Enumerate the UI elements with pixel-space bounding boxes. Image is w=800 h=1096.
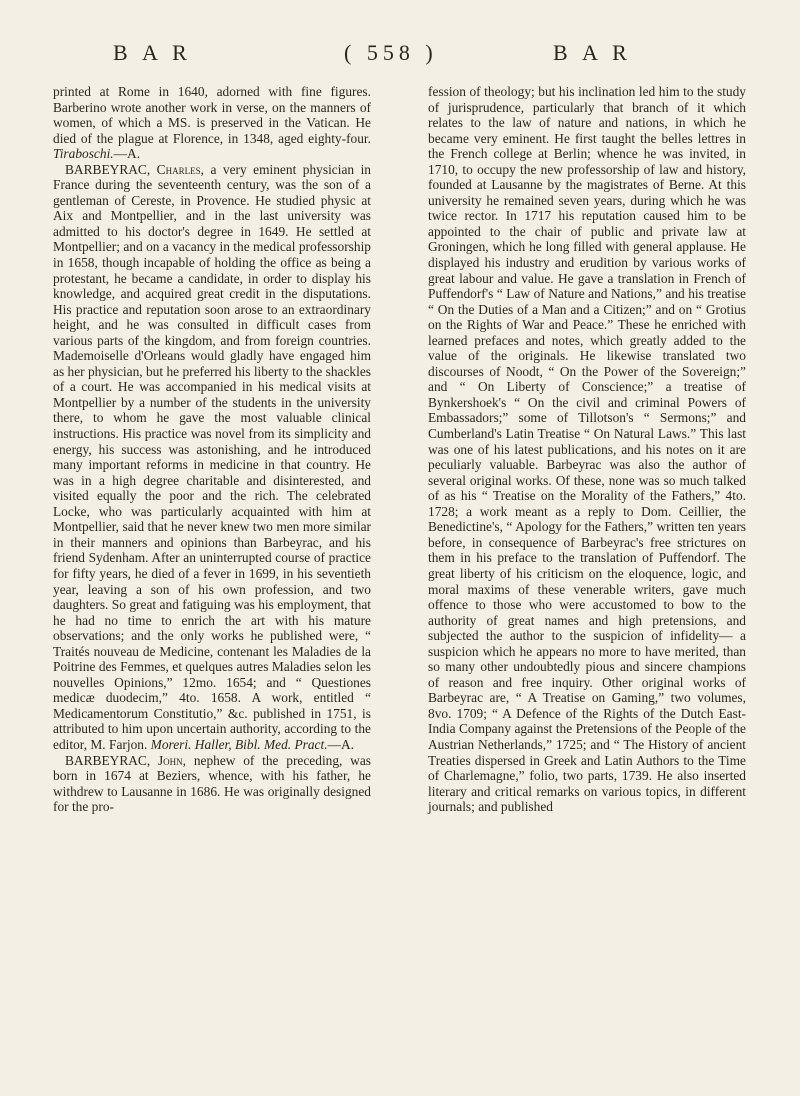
- barberino-text: printed at Rome in 1640, adorned with fine figures. Barberino wrote another work in verse, on the manners of women, of which a MS. is preserved in the Vatican. He died of the plague at Florence, in 1348, aged eighty-four.: [53, 84, 371, 146]
- entry-body-john-continued: fession of theology; but his inclination led him to the study of jurisprudence, particularly that branch of it which relates to the law of nature and nations, in which he became very eminent. He first taught the belles lettres in the French college at Berlin; whence he was invited, in 1710, to occupy the new professorship of law and history, founded at Lausanne by the magistrates of Berne. At this university he remained seven years, during which he was twice rector. In 1717 his reputation caused him to be appointed to the chair of public and private law at Groningen, which he long filled with general applause. He displayed his industry and erudition by various works of great labour and value. He gave a translation in French of Puffendorf's “ Law of Nature and Nations,” and his treatise “ On the Duties of a Man and a Citizen;” and on “ Grotius on the Rights of War and Peace.” These he enriched with learned prefaces and notes, which greatly added to the value of the originals. He likewise translated two discourses of Noodt, “ On the Power of the Sovereign;” and “ On Liberty of Conscience;” a treatise of Bynkershoek's “ On the civil and criminal Powers of Embassadors;” some of Tillotson's “ Sermons;” and Cumberland's Latin Treatise “ On Natural Laws.” This last was one of his latest publications, and his notes on it are peculiarly valuable. Barbeyrac was also the author of several original works. Of these, none was so much talked of as his “ Treatise on the Morality of the Fathers,” 4to. 1728; a work meant as a reply to Dom. Ceillier, the Benedictine's, “ Apology for the Fathers,” written ten years before, in consequence of Barbeyrac's free strictures on them in his preface to the translation of Puffendorf. The great liberty of his criticism on the eloquence, logic, and moral maxims of these venerable writers, gave much offence to those who were accustomed to bow to the authority of great names and high pretensions, and subjected the author to the suspicion of infidelity— a suspicion which he appears no more to have merited, than so many other undoubtedly pious and sincere champions of reason and free inquiry. Other original works of Barbeyrac are, “ A Treatise on Gaming,” two volumes, 8vo. 1709; “ A Defence of the Rights of the Dutch East-India Company against the Pretensions of the People of the Austrian Netherlands,” 1725; and “ The History of ancient Treaties dispersed in Greek and Latin Authors to the Time of Charlemagne,” folio, two parts, 1739. He also inserted literary and critical remarks on various topics, in different journals; and published: [428, 84, 746, 815]
- right-column: [428, 84, 746, 815]
- barberino-author-mark: —A.: [113, 146, 141, 162]
- header-right: B A R: [553, 40, 632, 65]
- page-number: ( 558 ): [344, 40, 438, 65]
- entry-heading-john: BARBEYRAC, John,: [65, 752, 187, 768]
- left-column: [53, 84, 371, 815]
- barberino-source: Tiraboschi.: [53, 146, 114, 162]
- entry-source-charles: Moreri. Haller, Bibl. Med. Pract.: [150, 736, 328, 752]
- header-left: B A R: [113, 40, 192, 65]
- running-header: [0, 40, 800, 74]
- entry-author-mark-charles: —A.: [327, 736, 354, 752]
- barberino-entry-end: [53, 84, 371, 162]
- entry-body-john-start: nephew of the preceding, was born in 1674 at Beziers, whence, with his father, he withdrew to Lausanne in 1686. He was originally designed for the pro-: [53, 752, 372, 815]
- entry-charles-barbeyrac: [53, 162, 371, 753]
- entry-body-charles: a very eminent physician in France during the seventeenth century, was the son of a gentleman of Cereste, in Provence. He studied physic at Aix and Montpellier, and in the last university was admitted to his doctor's degree in 1649. He settled at Montpellier; and on a vacancy in the medical professorship in 1658, though incapable of holding the office as being a protestant, he became a candidate, in order to display his knowledge, and acquired great credit in the disputations. His practice and reputation soon arose to an extraordinary height, and he was consulted in difficult cases from various parts of the kingdom, and from foreign countries. Mademoiselle d'Orleans would gladly have engaged him as her physician, but he preferred his liberty to the shackles of a court. He was accompanied in his medical visits at Montpellier by a number of the students in the university there, to whom he gave the most valuable clinical instructions. His practice was novel from its simplicity and energy, his success was astonishing, and he introduced many important reforms in medicine in that country. He was in a high degree charitable and disinterested, and visited equally the poor and the rich. The celebrated Locke, who was particularly acquainted with him at Montpellier, said that he never knew two men more similar in their manners and opinions than Barbeyrac, and his friend Sydenham. After an uninterrupted course of practice for fifty years, he died of a fever in 1699, in his seventieth year, leaving a son of his own profession, and two daughters. So great and fatiguing was his employment, that he had no time to enrich the art with his mature observations; and the only works he published were, “ Traités nouveau de Medicine, contenant les Maladies de la Poitrine des Femmes, et quelques autres Maladies selon les nouvelles Opinions,” 12mo. 1654; and “ Questiones medicæ duodecim,” 4to. 1658. A work, entitled “ Medicamentorum Constitutio,” &c. published in 1751, is attributed to him upon uncertain authority, according to the editor, M. Farjon.: [53, 161, 371, 752]
- entry-john-barbeyrac: [53, 753, 371, 815]
- entry-heading-charles: BARBEYRAC, Charles,: [65, 161, 204, 177]
